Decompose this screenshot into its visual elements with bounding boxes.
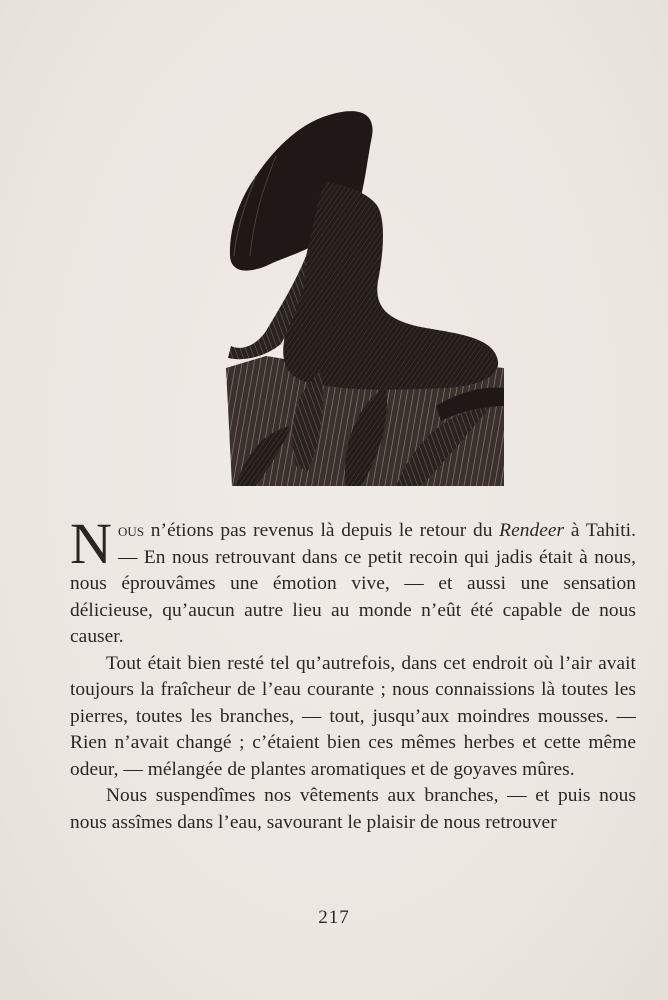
page-number: 217 xyxy=(318,907,350,928)
ship-name: Rendeer xyxy=(499,520,565,541)
wood-engraving-seated-woman-icon xyxy=(226,106,504,486)
paragraph-3: Nous suspendîmes nos vêtements aux branches, — et puis nous nous assîmes dans l’eau, savourant le plaisir de nous retrouver xyxy=(70,785,636,833)
paragraph-2: Tout était bien resté tel qu’autrefois, dans cet endroit où l’air avait toujours la fraîcheur de l’eau courante ; nous connaissions là toutes les pierres, toutes les branches, — tout, jusqu’aux moindres mousses. — Rien n’avait changé ; c’étaient bien ces mêmes herbes et cette même odeur, — mélangée de plantes aromatiques et de goyaves mûres. xyxy=(70,652,636,780)
body-text xyxy=(70,511,636,836)
paragraph-1 xyxy=(70,511,636,651)
paragraph-1-text-b: à Tahiti. — En nous retrouvant dans ce petit recoin qui jadis était à nous, nous éprouvâmes une émotion vive, — et aussi une sensation délicieuse, qu’aucun autre lieu au monde n’eût été capable de nous causer. xyxy=(70,520,636,647)
paragraph-1-text-a: n’étions pas revenus là depuis le retour du xyxy=(144,520,500,541)
small-caps-opening: ous xyxy=(117,520,145,541)
drop-cap: N xyxy=(70,511,112,576)
